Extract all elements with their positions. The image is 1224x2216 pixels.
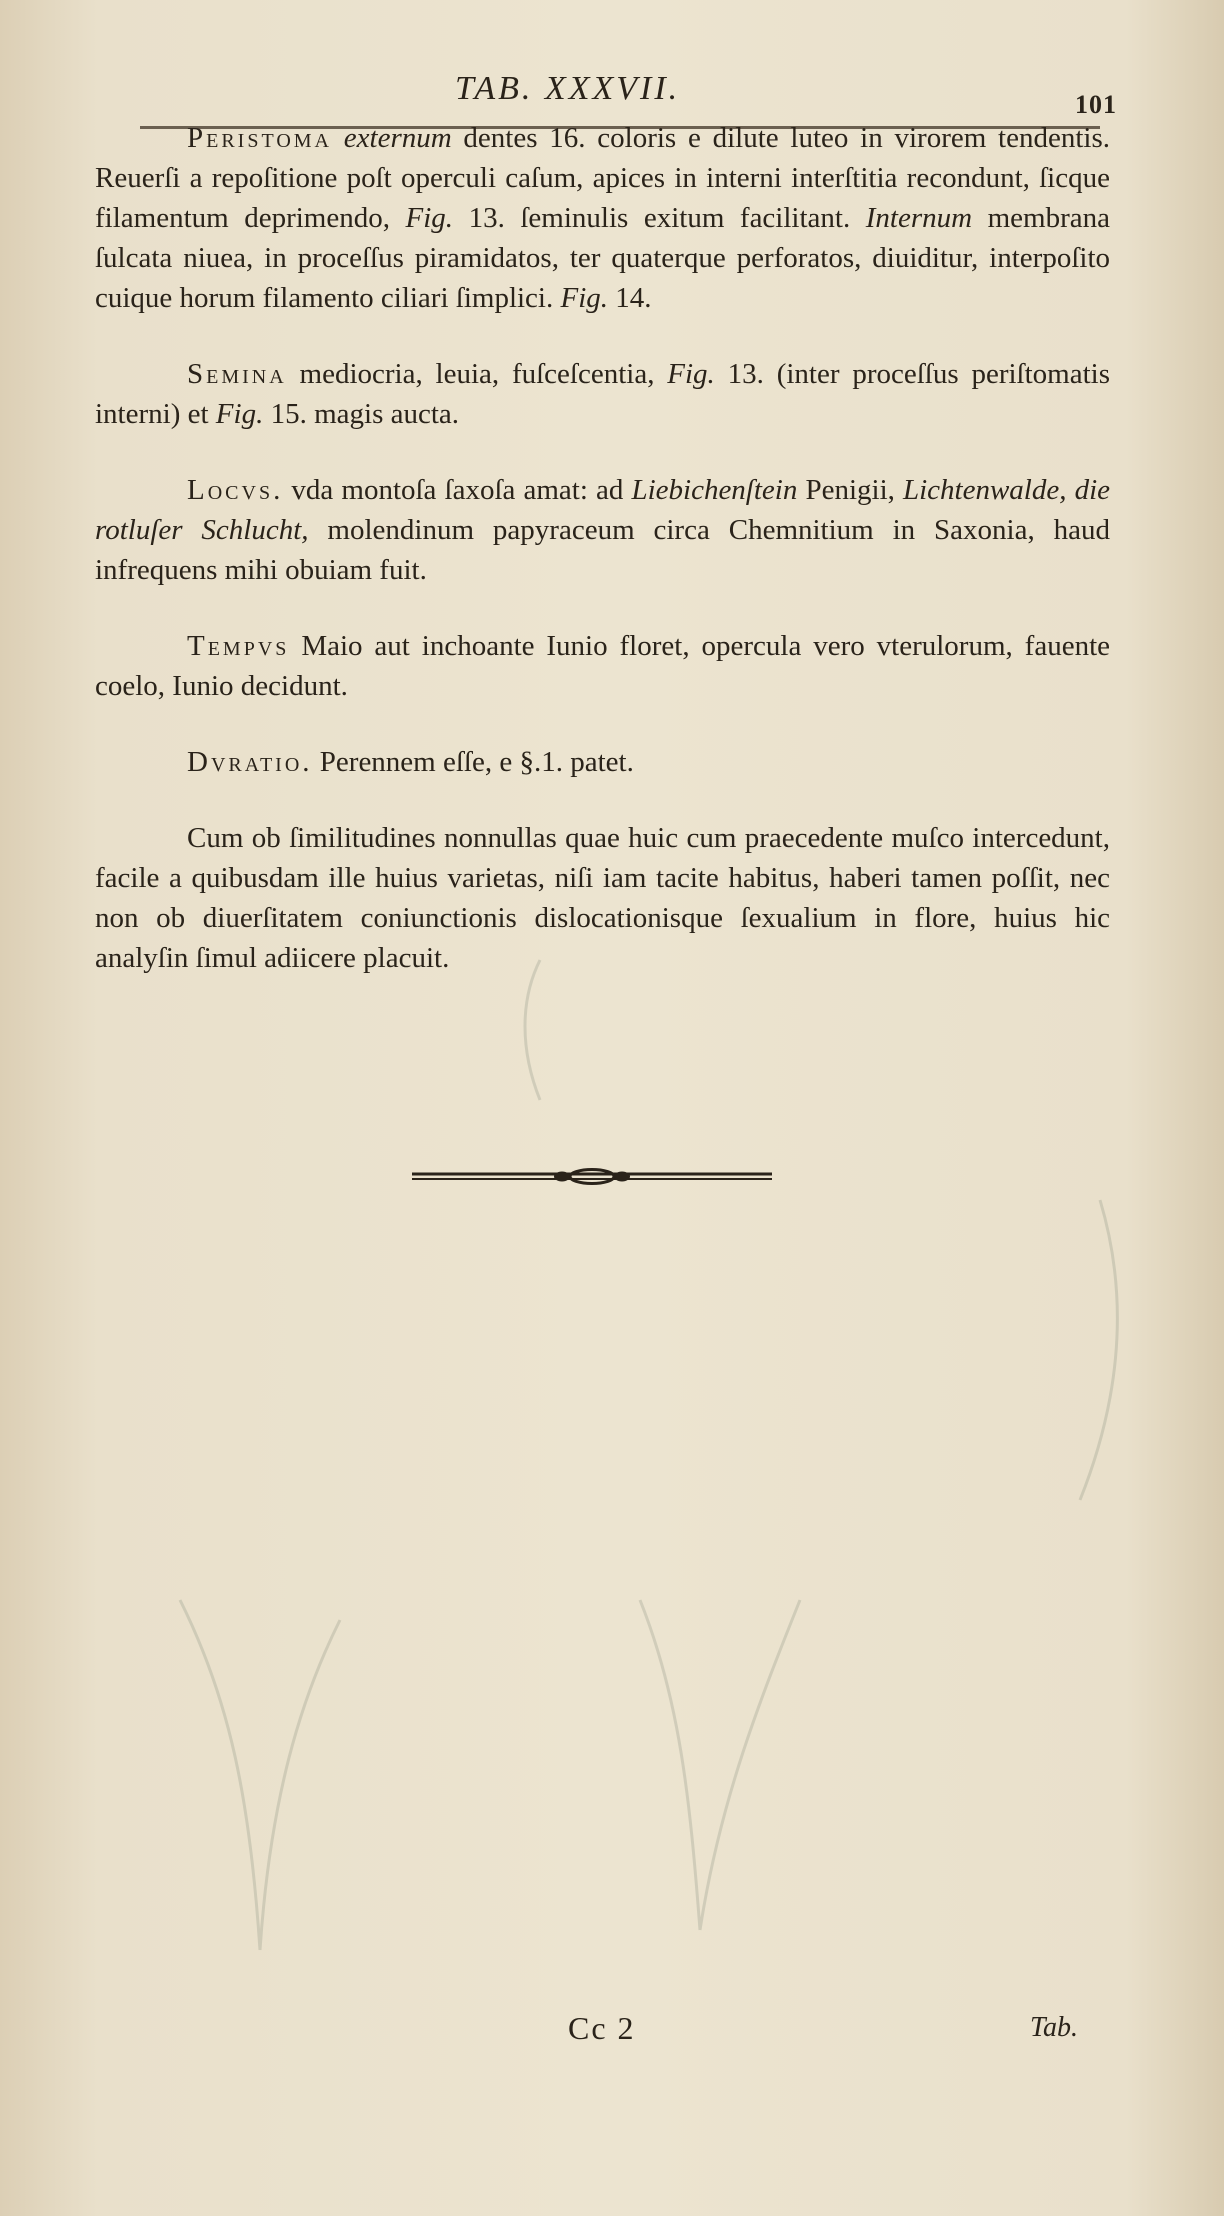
italic-text: Liebichenſtein: [631, 474, 798, 506]
paragraph: [95, 470, 1110, 590]
paragraph-lead-word: Semina: [187, 358, 287, 390]
text-run: [332, 122, 344, 154]
italic-text: externum: [343, 122, 452, 154]
paragraph-lead-word: Dvratio.: [187, 746, 313, 778]
text-run: membrana ſulcata niuea, in proceſſus piramidatos, ter quaterque perforatos, diuiditur, interpoſito cuique horum filamento ciliari ſimplici.: [95, 202, 1110, 314]
italic-text: Internum: [865, 202, 973, 234]
page-number: 101: [1075, 90, 1117, 119]
italic-text: Lichtenwalde, die rotluſer Schlucht,: [95, 474, 1110, 546]
paragraph-lead-word: Peristoma: [187, 122, 332, 154]
italic-text: Fig.: [560, 282, 609, 314]
text-run: mediocria, leuia, fuſceſcentia,: [286, 358, 668, 390]
paragraph-lead-word: Tempvs: [187, 630, 290, 662]
italic-text: Fig.: [667, 358, 715, 390]
text-run: molendinum papyraceum circa Chemnitium in Saxonia, haud infrequens mihi obuiam fuit.: [95, 514, 1110, 586]
text-run: vda montoſa ſaxoſa amat: ad: [283, 474, 632, 506]
running-head: [0, 62, 1224, 122]
paragraph: [95, 118, 1110, 318]
text-run: Maio aut inchoante Iunio floret, opercula vero vterulorum, fauente coelo, Iunio decidunt.: [95, 630, 1110, 702]
text-run: 13. ſeminulis exitum facilitant.: [453, 202, 866, 234]
italic-text: Fig.: [405, 202, 454, 234]
signature-mark: Cc 2: [568, 2010, 636, 2046]
text-run: 14.: [608, 282, 652, 314]
italic-text: Fig.: [215, 398, 264, 430]
paragraph-lead-word: Locvs.: [187, 474, 284, 506]
paragraph: [95, 626, 1110, 706]
text-run: Penigii,: [797, 474, 903, 506]
text-run: 13. (inter proceſſus periſtomatis interni) et: [95, 358, 1110, 430]
text-run: Perennem eſſe, e §.1. patet.: [312, 746, 634, 778]
paragraph: [95, 354, 1110, 434]
plate-title: TAB. XXXVII.: [455, 70, 681, 107]
catchword: Tab.: [1030, 2012, 1079, 2043]
paragraph: [95, 818, 1110, 978]
text-run: Cum ob ſimilitudines nonnullas quae huic cum praecedente muſco intercedunt, facile a quibusdam ille huius varietas, niſi iam tacite habitus, haberi tamen poſſit, nec non ob diuerſitatem coniunctionis dislocationisque ſexualium in flore, huius hic analyſin ſimul adiicere placuit.: [95, 822, 1110, 974]
ornamental-divider: [412, 1166, 772, 1188]
paragraph: [95, 742, 1110, 782]
text-run: 15. magis aucta.: [263, 398, 460, 430]
body-text: [95, 118, 1110, 1014]
text-run: dentes 16. coloris e dilute luteo in virorem tendentis. Reuerſi a repoſitione poſt operculi caſum, apices in interni interſtitia recondunt, ſicque filamentum deprimendo,: [95, 122, 1110, 234]
